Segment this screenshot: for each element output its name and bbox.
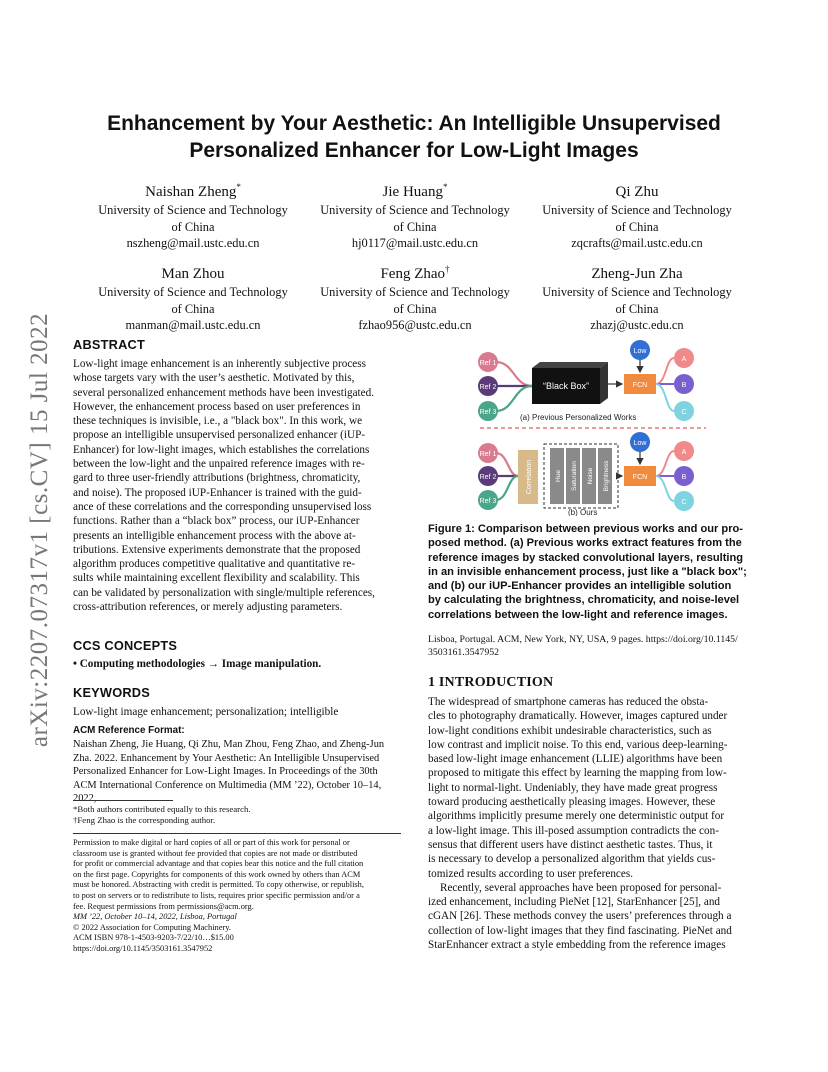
abstract-line: Enhancer) for low-light images, which establishes the correlations (73, 443, 370, 456)
ref-cont-line: Lisboa, Portugal. ACM, New York, NY, USA, 9 pages. https://doi.org/10.1145/ (428, 634, 738, 645)
author-name: Qi Zhu (615, 184, 659, 200)
abstract-line: gard to three user-friendly attributions (brightness, chromaticity, (73, 472, 361, 485)
abstract-line: propose an intelligible unsupervised personalized enhancer (iUP- (73, 429, 366, 442)
intro-line: proposed to mitigate this effect by learning the mapping from low- (428, 767, 727, 780)
author-affiliation-cont: of China (393, 301, 437, 316)
author-mark: * (236, 182, 241, 192)
panel-a-label: (a) Previous Personalized Works (520, 413, 637, 422)
author-name: Jie Huang (382, 184, 443, 200)
acm-ref-continued (428, 633, 756, 659)
caption-line: Figure 1: Comparison between previous works and our pro- (428, 523, 743, 535)
footnote-rule (73, 800, 173, 801)
intro-line: Recently, several approaches have been proposed for personal- (440, 881, 722, 894)
title-line-1: Enhancement by Your Aesthetic: An Intelligible Unsupervised (107, 112, 721, 135)
author-block-5 (310, 260, 520, 334)
abstract-line: presents an intelligible enhancement process with the above at- (73, 529, 356, 542)
attr-label: Saturation (571, 461, 578, 491)
intro-line: tomized results according to user preferences. (428, 867, 634, 880)
abstract-line: between the low-light and the unpaired reference images with re- (73, 458, 365, 471)
abstract-line: and noise). The proposed iUP-Enhancer is trained with the guid- (73, 486, 362, 499)
figure-caption (428, 522, 756, 622)
arxiv-identifier: arXiv:2207.07317v1 [cs.CV] 15 Jul 2022 (26, 312, 53, 748)
abstract-body (73, 357, 401, 614)
permission-line: https://doi.org/10.1145/3503161.3547952 (73, 943, 213, 953)
abstract-line: However, the enhancement process based on user preferences in (73, 400, 361, 413)
attr-label: Hue (555, 470, 562, 482)
permission-line: © 2022 Association for Computing Machinery. (73, 922, 231, 932)
keywords-text: Low-light image enhancement; personalization; intelligible (73, 706, 339, 718)
author-affiliation-cont: of China (171, 301, 215, 316)
caption-line: and (b) our iUP-Enhancer provides an intelligible solution (428, 580, 732, 593)
ccs-heading: CCS CONCEPTS (73, 638, 178, 653)
ref-label: Ref 2 (479, 384, 497, 391)
ref-label: Ref 3 (479, 498, 497, 505)
footnotes (73, 804, 401, 826)
intro-line: ized enhancement, including PieNet [12], StarEnhancer [25], and (428, 896, 721, 909)
ref-label: Ref 1 (479, 360, 497, 367)
acm-ref-line: Zha. 2022. Enhancement by Your Aesthetic: An Intelligible Unsupervised (73, 752, 380, 764)
intro-line: StarEnhancer extract a style embedding from the reference images (428, 939, 726, 952)
title-line-2: Personalized Enhancer for Low-Light Images (189, 139, 639, 162)
ref-label: Ref 2 (479, 474, 497, 481)
intro-line: cles to photography dramatically. However, images captured under (428, 710, 728, 723)
author-affiliation-cont: of China (615, 219, 659, 234)
author-name: Naishan Zheng (145, 184, 237, 200)
figure-panel-a (478, 340, 694, 422)
permission-line: on the first page. Copyrights for components of this work owned by others than ACM (73, 869, 361, 879)
output-label: B (681, 474, 687, 481)
footnote-2: †Feng Zhao is the corresponding author. (73, 815, 216, 825)
acm-ref-heading: ACM Reference Format: (73, 725, 185, 736)
permission-line: Permission to make digital or hard copies of all or part of this work for personal or (73, 838, 350, 847)
output-label: C (681, 499, 687, 506)
author-email: fzhao956@ustc.edu.cn (358, 318, 472, 332)
correlation-label: Correlation (526, 459, 533, 495)
abstract-line: Low-light image enhancement is an inherently subjective process (73, 358, 366, 370)
caption-line: by calculating the brightness, chromaticity, and noise-level (428, 594, 740, 607)
author-name: Zheng-Jun Zha (591, 266, 683, 282)
author-affiliation-cont: of China (615, 301, 659, 316)
permission-rule (73, 833, 401, 834)
intro-line: a low-light image. This ill-posed assumption contradicts the con- (428, 824, 719, 837)
author-block-3 (532, 178, 742, 252)
abstract-line: these techniques is invisible, i.e., a "black box". In this work, we (73, 415, 363, 428)
keywords-heading: KEYWORDS (73, 685, 150, 700)
author-name: Feng Zhao (380, 266, 446, 282)
output-label: B (681, 382, 687, 389)
panel-b-label: (b) Ours (568, 508, 598, 516)
abstract-line: functions. Rather than a “black box” process, our iUP-Enhancer (73, 515, 360, 528)
permission-line: fee. Request permissions from permissions@acm.org. (73, 901, 254, 911)
acm-ref-line: Personalized Enhancer for Low-Light Images. In Proceedings of the 30th (73, 766, 378, 778)
author-affiliation-cont: of China (171, 219, 215, 234)
ccs-concepts: • Computing methodologies → Image manipulation. (73, 658, 322, 670)
low-label: Low (633, 348, 647, 355)
abstract-line: sults while maintaining excellent flexibility and scalability. This (73, 572, 360, 585)
attr-label: Brightness (603, 460, 610, 492)
permission-line: for profit or commercial advantage and that copies bear this notice and the full citation (73, 859, 364, 869)
intro-line: algorithms implicitly presume merely one deterministic output for (428, 810, 725, 823)
low-label: Low (633, 440, 647, 447)
acm-ref-line: ACM International Conference on Multimedia (MM ’22), October 10–14, 2022, (73, 779, 382, 805)
intro-line: based low-light image enhancement (LLIE) algorithms have been (428, 753, 723, 766)
intro-line: low contrast and implicit noise. To this end, various deep-learning- (428, 738, 728, 751)
author-affiliation: University of Science and Technology (542, 285, 732, 299)
output-label: A (681, 449, 687, 456)
author-affiliation-cont: of China (393, 219, 437, 234)
intro-line: The widespread of smartphone cameras has reduced the obsta- (428, 696, 709, 708)
intro-line: toward producing aesthetically pleasing images. However, these (428, 796, 716, 809)
caption-line: reference images by stacked convolutional layers, resulting (428, 551, 744, 564)
author-affiliation: University of Science and Technology (98, 203, 288, 217)
abstract-line: ance of these correlations and the corresponding unsupervised loss (73, 500, 372, 513)
abstract-line: tributions. Extensive experiments demonstrate that the proposed (73, 543, 361, 556)
introduction-body (428, 695, 756, 952)
author-affiliation: University of Science and Technology (98, 285, 288, 299)
figure-1 (474, 338, 714, 516)
caption-line: posed method. (a) Previous works extract features from the (428, 537, 742, 550)
abstract-line: cross-attribution references, or merely adjusting parameters. (73, 601, 343, 614)
fcn-label: FCN (632, 474, 648, 481)
permission-line: MM ’22, October 10–14, 2022, Lisboa, Portugal (73, 912, 237, 922)
abstract-line: whose targets vary with the user’s aesthetic. Motivated by this, (73, 372, 355, 385)
attr-label: Noise (587, 467, 594, 485)
intro-line: light to normal-light. Undeniably, they have made great progress (428, 781, 718, 794)
author-block-6 (532, 260, 742, 334)
ref-cont-line: 3503161.3547952 (428, 647, 500, 658)
acm-ref-text (73, 738, 401, 806)
paper-title (70, 110, 758, 164)
author-mark: * (442, 182, 448, 192)
permission-block (73, 838, 401, 955)
figure-panel-b (478, 432, 694, 516)
author-block-1 (88, 178, 298, 252)
intro-line: collection of low-light images that they find fascinating. PieNet and (428, 924, 732, 937)
intro-line: low-light conditions exhibit undesirable characteristics, such as (428, 724, 712, 737)
output-label: A (681, 356, 687, 363)
author-affiliation: University of Science and Technology (320, 203, 510, 217)
abstract-line: can be validated by personalization with single/multiple references, (73, 586, 375, 599)
ref-label: Ref 1 (479, 451, 497, 458)
fcn-label: FCN (632, 382, 648, 389)
author-affiliation: University of Science and Technology (320, 285, 510, 299)
author-mark: † (445, 264, 450, 274)
footnote-1: *Both authors contributed equally to this research. (73, 804, 251, 814)
permission-line: classroom use is granted without fee provided that copies are not made or distributed (73, 848, 358, 858)
output-label: C (681, 409, 687, 416)
author-email: manman@mail.ustc.edu.cn (125, 318, 261, 332)
author-email: nszheng@mail.ustc.edu.cn (126, 236, 260, 250)
author-affiliation: University of Science and Technology (542, 203, 732, 217)
abstract-heading: ABSTRACT (73, 337, 145, 352)
ref-label: Ref 3 (479, 409, 497, 416)
permission-line: ACM ISBN 978-1-4503-9203-7/22/10…$15.00 (73, 933, 234, 943)
permission-line: to post on servers or to redistribute to lists, requires prior specific permission and/or a (73, 890, 360, 900)
caption-line: correlations between the low-light and reference images. (428, 608, 728, 621)
author-email: zhazj@ustc.edu.cn (590, 318, 684, 332)
acm-ref-line: Naishan Zheng, Jie Huang, Qi Zhu, Man Zhou, Feng Zhao, and Zheng-Jun (73, 739, 385, 750)
caption-line: in an invisible enhancement process, just like a "black box"; (428, 565, 747, 578)
black-box-label: “Black Box” (542, 381, 590, 391)
author-email: zqcrafts@mail.ustc.edu.cn (571, 236, 703, 250)
abstract-line: algorithm produces competitive qualitative and quantitative re- (73, 558, 356, 571)
introduction-heading: 1 INTRODUCTION (428, 675, 554, 690)
permission-line: must be honored. Abstracting with credit is permitted. To copy otherwise, or republish, (73, 880, 364, 890)
intro-line: sensus that different users have distinct aesthetic tastes. Thus, it (428, 838, 713, 851)
author-email: hj0117@mail.ustc.edu.cn (351, 236, 479, 250)
author-name: Man Zhou (161, 266, 225, 282)
intro-line: cGAN [26]. These methods convey the users’ preferences through a (428, 910, 732, 923)
author-block-4 (88, 260, 298, 334)
intro-line: is necessary to develop a personalized algorithm that yields cus- (428, 853, 716, 866)
author-block-2 (310, 178, 520, 252)
abstract-line: several personalized enhancement methods have been investigated. (73, 386, 375, 399)
